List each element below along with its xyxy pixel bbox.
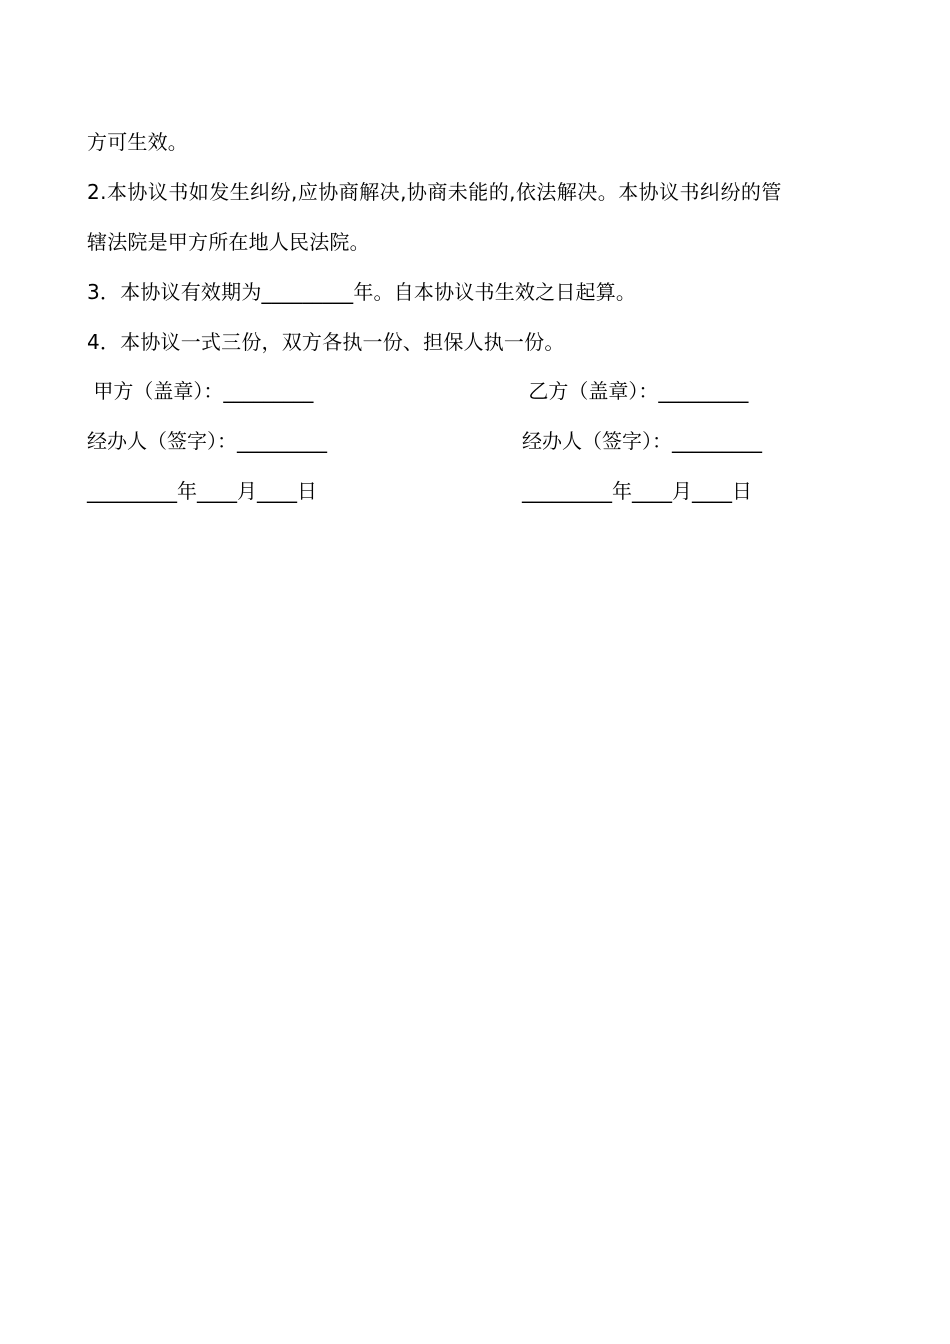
party-b-date-field: _________年____月____日 — [522, 479, 752, 503]
party-a-agent-field: 经办人（签字）：_________ — [87, 429, 327, 453]
paragraph-copies-clause: 4．本协议一式三份，双方各执一份、担保人执一份。 — [87, 330, 565, 354]
party-a-seal-field: 甲方（盖章）：_________ — [87, 379, 314, 403]
party-b-agent-field: 经办人（签字）：_________ — [522, 429, 762, 453]
paragraph-effective-clause: 方可生效。 — [87, 130, 188, 154]
party-b-seal-field: 乙方（盖章）：_________ — [522, 379, 749, 403]
paragraph-validity-clause: 3．本协议有效期为_________年。自本协议书生效之日起算。 — [87, 280, 637, 304]
paragraph-dispute-clause: 2.本协议书如发生纠纷,应协商解决,协商未能的,依法解决。本协议书纠纷的管 — [87, 180, 782, 204]
party-a-date-field: _________年____月____日 — [87, 479, 317, 503]
paragraph-dispute-clause-cont: 辖法院是甲方所在地人民法院。 — [87, 230, 370, 254]
